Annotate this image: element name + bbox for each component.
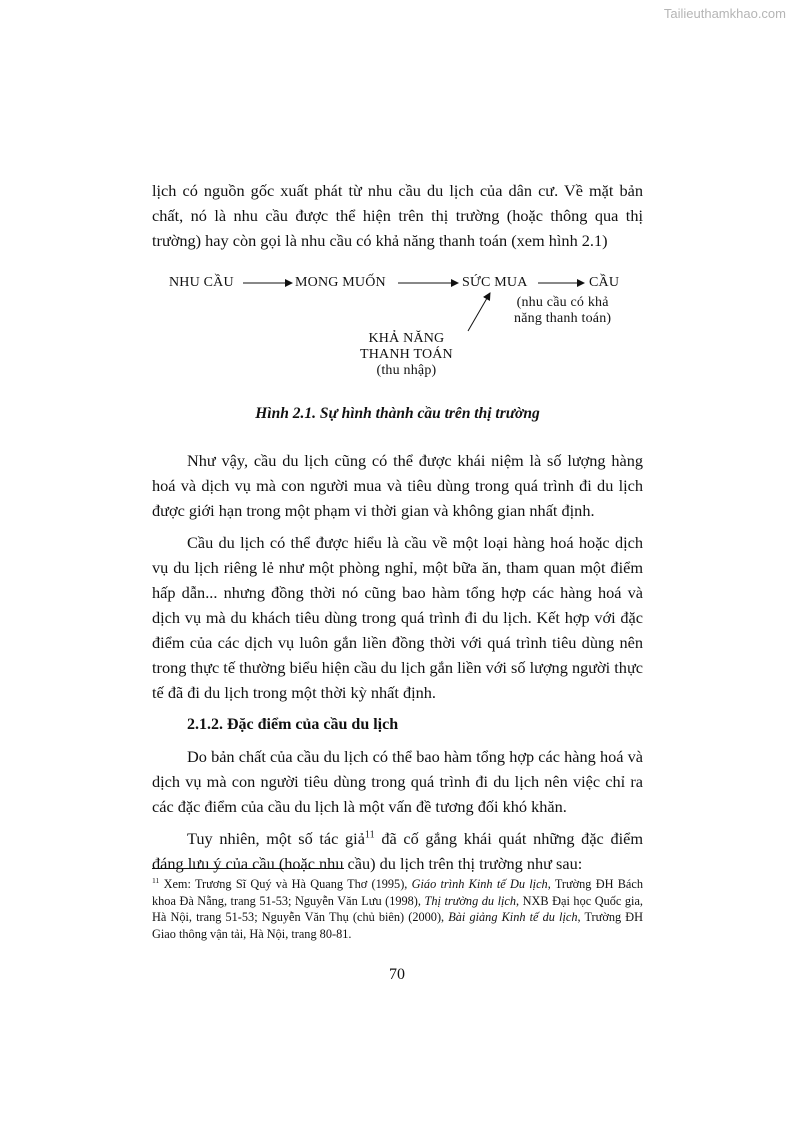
footnote [152, 876, 643, 942]
footnote-text-4: , Trường ĐH Giao thông vận tải, Hà Nội, trang 80-81. [152, 910, 644, 941]
paragraph-intro: lịch có nguồn gốc xuất phát từ nhu cầu du lịch của dân cư. Về mặt bản chất, nó là nhu cầu được thể hiện trên thị trường (hoặc thông qua thị trường) hay còn gọi là nhu cầu có khả năng thanh toán (xem hình 2.1) [152, 181, 643, 250]
demand-note [514, 295, 611, 327]
demand-note-line-2: năng thanh toán) [514, 311, 612, 326]
footnote-separator [152, 868, 344, 869]
footnote-title-2: Thị trường du lịch [424, 893, 517, 908]
section-heading: 2.1.2. Đặc điểm của cầu du lịch [187, 716, 399, 733]
footnote-title-1: Giáo trình Kinh tế Du lịch [411, 877, 548, 891]
ability-line-3: (thu nhập) [376, 363, 437, 378]
figure-caption: Hình 2.1. Sự hình thành cầu trên thị trường [255, 405, 540, 422]
ability-to-pay-node [360, 331, 453, 379]
demand-note-line-1: (nhu cầu có khả [516, 295, 609, 310]
paragraph-definition: Như vậy, cầu du lịch cũng có thể được khái niệm là số lượng hàng hoá và dịch vụ mà con người mua và tiêu dùng trong quá trình đi du lịch được giới hạn trong một phạm vi thời gian và không gian nhất định. [152, 451, 643, 520]
page-body [152, 178, 643, 876]
node-want: MONG MUỐN [295, 275, 386, 290]
node-need: NHU CẦU [169, 275, 234, 290]
node-purchasing-power: SỨC MUA [462, 275, 528, 290]
footnote-title-3: Bài giảng Kinh tế du lịch [448, 910, 578, 924]
node-demand: CẦU [589, 275, 620, 290]
footnote-reference[interactable]: 11 [364, 829, 375, 841]
demand-formation-diagram [152, 263, 643, 387]
footnote-text-3: , NXB Đại học Quốc gia, Hà Nội, trang 51-53; Nguyễn Văn Thụ (chủ biên) (2000), [152, 893, 643, 924]
paragraph-nature: Do bản chất của cầu du lịch có thể bao hàm tổng hợp các hàng hoá và dịch vụ mà con người tiêu dùng trong quá trình đi du lịch nên việc chỉ ra các đặc điểm của cầu du lịch là một vấn đề tương đối khó khăn. [152, 747, 643, 816]
footnote-text-1: Xem: Trương Sĩ Quý và Hà Quang Thơ (1995), [159, 877, 412, 891]
footnote-number: 11 [152, 875, 160, 885]
page-number: 70 [389, 966, 405, 983]
authors-text-start: Tuy nhiên, một số tác giả [187, 829, 365, 848]
arrow-ability-to-power [468, 293, 490, 331]
authors-text-end: đã cố gắng khái quát những đặc điểm đáng lưu ý của cầu (hoặc nhu cầu) du lịch trên thị trường như sau: [152, 829, 643, 873]
watermark: Tailieuthamkhao.com [663, 6, 786, 21]
ability-line-2: THANH TOÁN [360, 347, 453, 362]
ability-line-1: KHẢ NĂNG [368, 331, 445, 346]
paragraph-understanding: Cầu du lịch có thể được hiểu là cầu về một loại hàng hoá hoặc dịch vụ du lịch riêng lẻ như một phòng nghỉ, một bữa ăn, tham quan một điểm hấp dẫn... nhưng đồng thời nó cũng bao hàm tổng hợp các hàng hoá và dịch vụ mà du khách tiêu dùng trong quá trình đi du lịch. Kết hợp với đặc điểm của các dịch vụ luôn gắn liền đồng thời với quá trình tiêu dùng nên trong thực tế thường biểu hiện cầu du lịch gắn liền với số lượng người thực tế đã đi du lịch trong một thời kỳ nhất định. [152, 533, 643, 702]
footnote-text-2: , Trường ĐH Bách khoa Đà Nẵng, trang 51-53; Nguyễn Văn Lưu (1998), [152, 877, 644, 908]
